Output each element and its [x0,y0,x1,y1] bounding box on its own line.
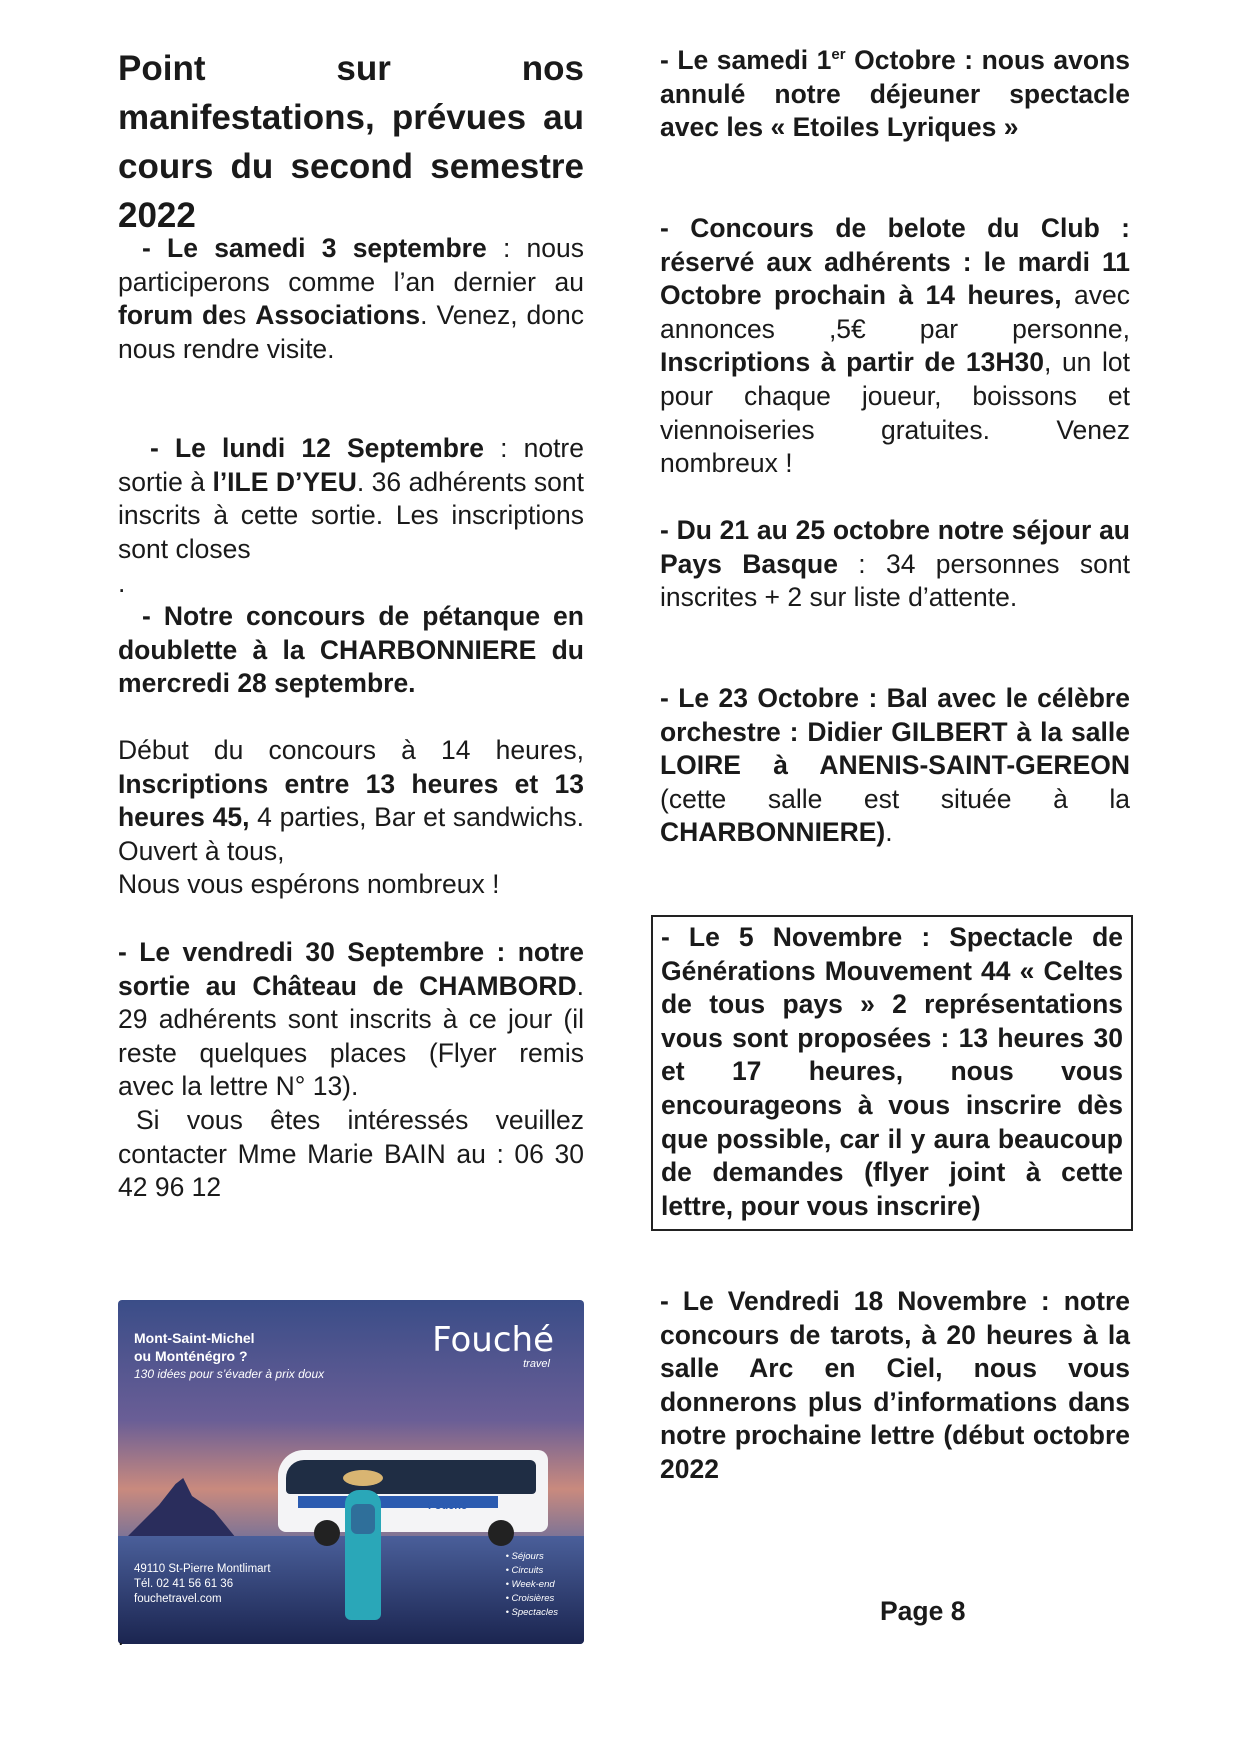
event-bal-didier-gilbert: - Le 23 Octobre : Bal avec le célèbre orchestre : Didier GILBERT à la salle LOIRE à ANENIS-SAINT-GEREON (cette salle est située à la CHARBONNIERE). [660,683,1130,848]
ad-website: fouchetravel.com [134,1593,222,1605]
traveler-figure [333,1470,393,1644]
event-belote: - Concours de belote du Club : réservé aux adhérents : le mardi 11 Octobre prochain à 14 heures, avec annonces ,5€ par personne, Inscriptions à partir de 13H30, un lot pour chaque joueur, boissons et viennoiseries gratuites. Venez nombreux ! [660,213,1130,479]
ad-services-list: • Séjours • Circuits • Week-end • Croisières • Spectacles [505,1551,558,1618]
bus-brand: Fouché [428,1500,468,1512]
ad-brand-logo: Fouché [432,1320,554,1360]
event-pays-basque: - Du 21 au 25 octobre notre séjour au Pays Basque : 34 personnes sont inscrites + 2 sur liste d’attente. [660,515,1130,613]
mont-saint-michel-silhouette [126,1478,236,1538]
event-celtes-spectacle: - Le 5 Novembre : Spectacle de Générations Mouvement 44 « Celtes de tous pays » 2 représentations vous sont proposées : 13 heures 30 et 17 heures, nous vous encourageons à vous inscrire dès que possible, car il y aura beaucoup de demandes (flyer joint à cette lettre, pour vous inscrire) [661,922,1123,1221]
ad-tagline: 130 idées pour s’évader à prix doux [134,1367,325,1381]
ad-address: 49110 St-Pierre Montlimart [134,1563,271,1575]
event-petanque-details: Début du concours à 14 heures, Inscriptions entre 13 heures et 13 heures 45, 4 parties, Bar et sandwichs. Ouvert à tous, Nous vous espérons nombreux ! [118,735,584,900]
fouche-travel-ad [118,1300,584,1644]
stray-dot: . [118,568,126,598]
highlight-box-spectacle [651,915,1133,1231]
ad-headline-1: Mont-Saint-Michel [134,1330,255,1346]
event-petanque: - Notre concours de pétanque en doublette à la CHARBONNIERE du mercredi 28 septembre. [118,601,584,699]
bus-image [278,1450,548,1532]
page-number: Page 8 [880,1596,966,1626]
event-tarots: - Le Vendredi 18 Novembre : notre concours de tarots, à 20 heures à la salle Arc en Ciel, nous vous donnerons plus d’informations dans notre prochaine lettre (début octobre 2022 [660,1286,1130,1484]
ad-contact [134,1562,271,1607]
event-etoiles-lyriques: - Le samedi 1er Octobre : nous avons annulé notre déjeuner spectacle avec les « Etoiles Lyriques » [660,45,1131,143]
footer-dot: . [118,1628,124,1650]
event-ile-dyeu: - Le lundi 12 Septembre : notre sortie à l’ILE D’YEU. 36 adhérents sont inscrits à cette sortie. Les inscriptions sont closes [118,433,584,564]
ad-headline-2: ou Monténégro ? [134,1348,248,1364]
page-title: Point sur nos manifestations, prévues au cours du second semestre 2022 [118,49,584,235]
event-chambord: - Le vendredi 30 Septembre : notre sortie au Château de CHAMBORD. 29 adhérents sont inscrits à ce jour (il reste quelques places (Flyer remis avec la lettre N° 13). Si vous êtes intéressés veuillez contacter Mme Marie BAIN au : 06 30 42 96 12 [118,937,584,1203]
event-forum-associations: - Le samedi 3 septembre : nous participerons comme l’an dernier au forum des Associations. Venez, donc nous rendre visite. [118,233,584,364]
ad-brand-sub: travel [523,1358,550,1370]
ad-phone: Tél. 02 41 56 61 36 [134,1578,234,1590]
